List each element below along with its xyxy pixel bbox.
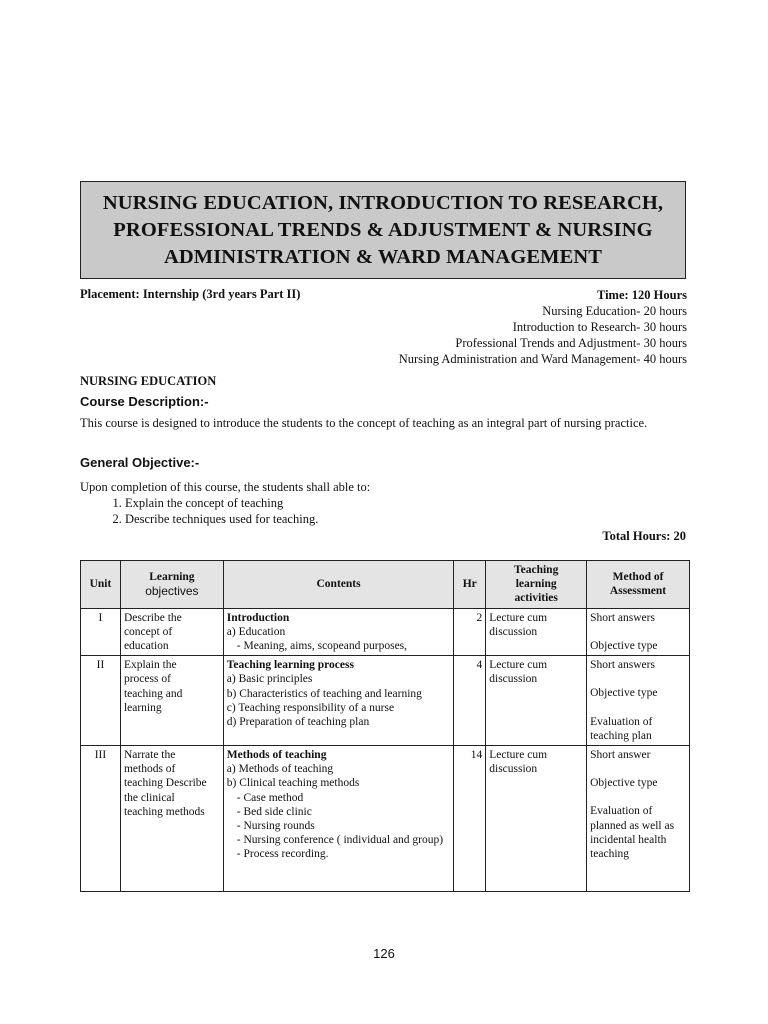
header-teaching-activities: Teaching learning activities: [486, 561, 587, 609]
section-title: NURSING EDUCATION: [80, 374, 217, 388]
assessment-cell: Short answer Objective type Evaluation of planned as well as incidental health teaching: [587, 746, 690, 892]
hours-item: Nursing Education- 20 hours: [542, 304, 687, 318]
unit-cell: II: [81, 656, 121, 746]
header-learning-objectives: Learning objectives: [120, 561, 223, 609]
header-contents: Contents: [223, 561, 454, 609]
assessment-cell: Short answers Objective type Evaluation of teaching plan: [587, 656, 690, 746]
hours-item: Introduction to Research- 30 hours: [512, 320, 687, 334]
activities-cell: Lecture cum discussion: [486, 746, 587, 892]
objectives-cell: Describe the concept of education: [120, 608, 223, 656]
hours-block: [399, 287, 687, 367]
title-line-1: NURSING EDUCATION, INTRODUCTION TO RESEARCH,: [102, 191, 664, 214]
header-unit: Unit: [81, 561, 121, 609]
course-description-text: This course is designed to introduce the students to the concept of teaching as an integral part of nursing practice.: [80, 416, 648, 430]
objectives-cell: Narrate the methods of teaching Describe the clinical teaching methods: [120, 746, 223, 892]
activities-cell: Lecture cum discussion: [486, 608, 587, 656]
objective-list: [103, 495, 318, 527]
hours-cell: 2: [454, 608, 486, 656]
unit-cell: I: [81, 608, 121, 656]
contents-cell: Introduction a) Education - Meaning, aims, scopeand purposes,: [223, 608, 454, 656]
document-title-box: [80, 181, 686, 279]
objective-item: 1. Explain the concept of teaching: [125, 495, 318, 511]
course-description-heading: Course Description:-: [80, 394, 209, 409]
hours-cell: 4: [454, 656, 486, 746]
hours-item: Professional Trends and Adjustment- 30 hours: [455, 336, 687, 350]
unit-cell: III: [81, 746, 121, 892]
general-objective-heading: General Objective:-: [80, 455, 200, 470]
document-title: [103, 190, 663, 271]
curriculum-table: [80, 560, 690, 892]
title-line-2: PROFESSIONAL TRENDS & ADJUSTMENT & NURSING: [113, 218, 653, 241]
objective-item: 2. Describe techniques used for teaching.: [125, 511, 318, 527]
title-line-3: ADMINISTRATION & WARD MANAGEMENT: [163, 245, 603, 268]
table-row: [81, 656, 690, 746]
table-row: [81, 746, 690, 892]
general-objective-intro: Upon completion of this course, the students shall able to:: [80, 480, 371, 494]
contents-cell: Teaching learning process a) Basic principles b) Characteristics of teaching and learning c) Teaching responsibility of a nurse d) Preparation of teaching plan: [223, 656, 454, 746]
objectives-cell: Explain the process of teaching and learning: [120, 656, 223, 746]
hours-cell: 14: [454, 746, 486, 892]
hours-item: Nursing Administration and Ward Management- 40 hours: [398, 352, 687, 366]
header-method-of-assessment: Method of Assessment: [587, 561, 690, 609]
table-header-row: [81, 561, 690, 609]
total-time: Time: 120 Hours: [596, 288, 687, 302]
header-hr: Hr: [454, 561, 486, 609]
contents-cell: Methods of teaching a) Methods of teaching b) Clinical teaching methods - Case method - Bed side clinic - Nursing rounds - Nursing conference ( individual and group) - Process recording.: [223, 746, 454, 892]
page-number: 126: [373, 946, 395, 961]
placement-label: Placement: Internship (3rd years Part II): [80, 287, 301, 301]
table-row: [81, 608, 690, 656]
assessment-cell: Short answers Objective type: [587, 608, 690, 656]
total-hours: Total Hours: 20: [602, 529, 686, 543]
activities-cell: Lecture cum discussion: [486, 656, 587, 746]
